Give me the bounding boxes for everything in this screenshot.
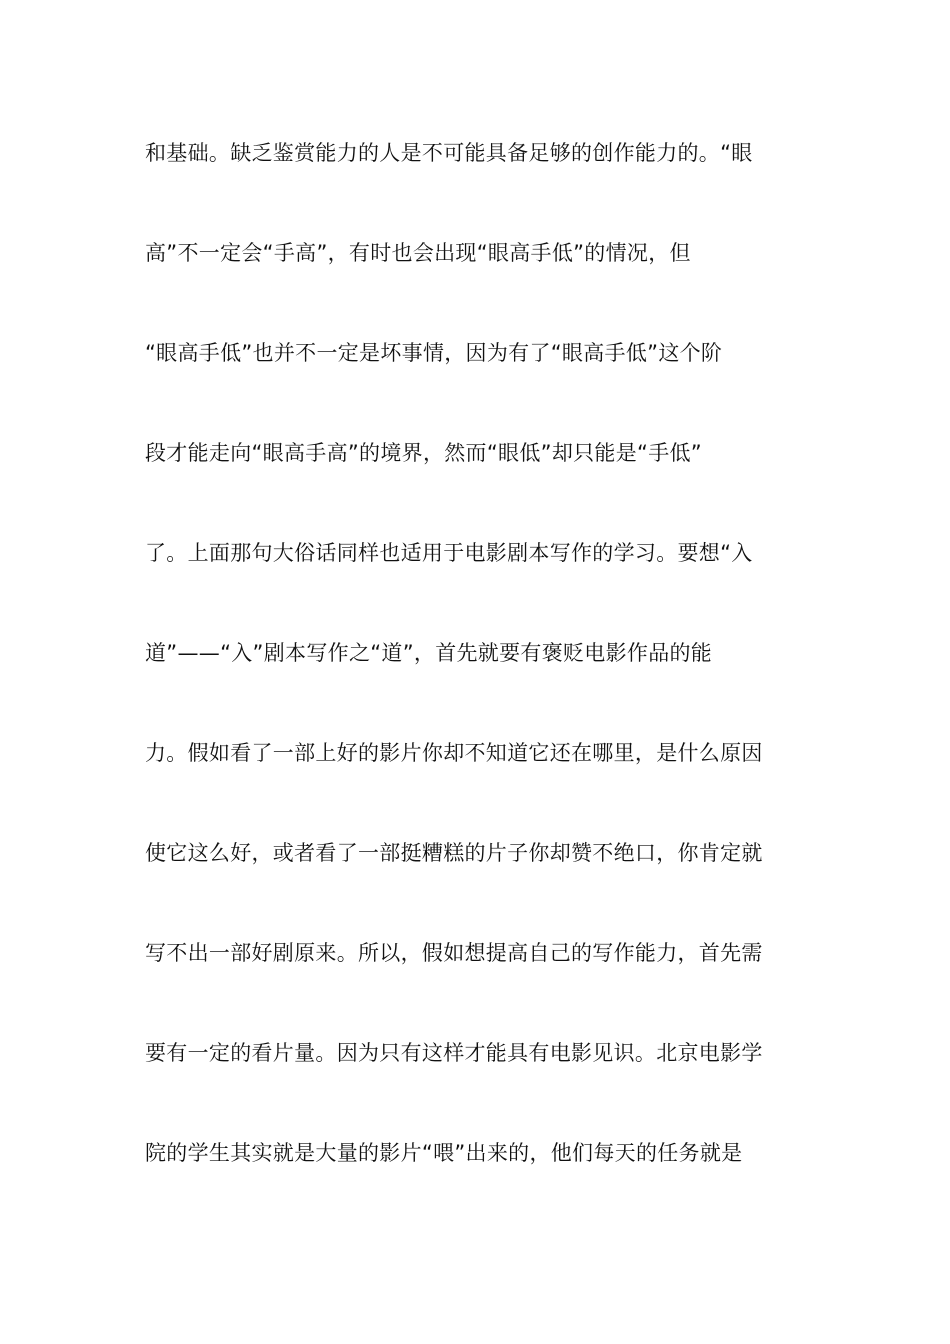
text-line: 和基础。缺乏鉴赏能力的人是不可能具备足够的创作能力的。“眼 xyxy=(145,141,753,165)
text-line: 了。上面那句大俗话同样也适用于电影剧本写作的学习。要想“入 xyxy=(145,541,753,565)
text-line: 道”——“入”剧本写作之“道”，首先就要有褒贬电影作品的能 xyxy=(145,641,713,665)
text-line: 高”不一定会“手高”，有时也会出现“眼高手低”的情况，但 xyxy=(145,241,691,265)
text-line: 使它这么好，或者看了一部挺糟糕的片子你却赞不绝口，你肯定就 xyxy=(145,841,763,865)
text-line: 写不出一部好剧原来。所以，假如想提高自己的写作能力，首先需 xyxy=(145,941,763,965)
text-line: 要有一定的看片量。因为只有这样才能具有电影见识。北京电影学 xyxy=(145,1041,763,1065)
body-paragraph xyxy=(145,133,810,1233)
text-line: 段才能走向“眼高手高”的境界，然而“眼低”却只能是“手低” xyxy=(145,441,702,465)
text-line: 力。假如看了一部上好的影片你却不知道它还在哪里，是什么原因 xyxy=(145,741,763,765)
text-line: “眼高手低”也并不一定是坏事情，因为有了“眼高手低”这个阶 xyxy=(145,341,723,365)
text-line: 院的学生其实就是大量的影片“喂”出来的，他们每天的任务就是 xyxy=(145,1141,743,1165)
